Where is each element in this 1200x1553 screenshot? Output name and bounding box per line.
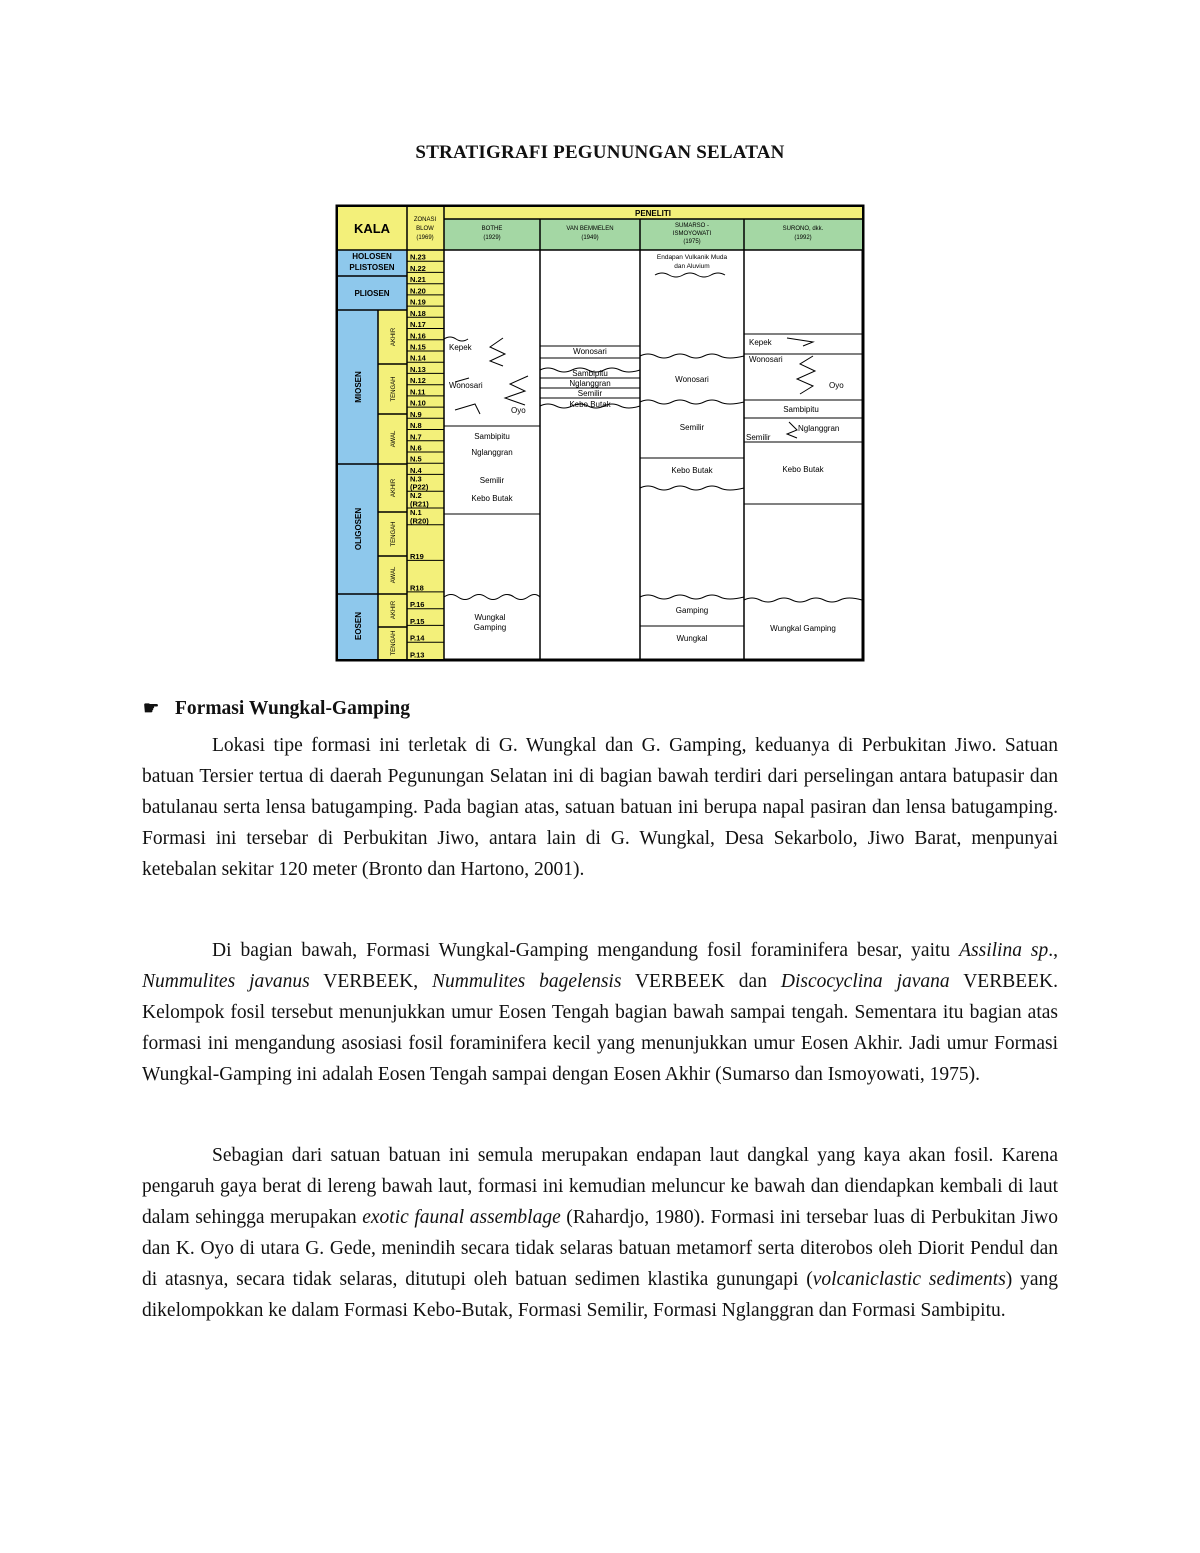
- section-heading: [143, 698, 410, 720]
- col3-label-2: ISMOYOWATI: [672, 231, 712, 237]
- zone-label: N.20: [410, 286, 426, 296]
- sumarso-wonosari: Wonosari: [675, 375, 709, 384]
- sumarso-aluvium: dan Aluvium: [674, 263, 710, 270]
- sumarso-endapan: Endapan Vulkanik Muda: [656, 254, 728, 261]
- p2-text-d: VERBEEK dan: [621, 971, 781, 992]
- zone-label: P.14: [410, 633, 425, 643]
- subepoch-miosen-awal: AWAL: [391, 430, 397, 448]
- zone-label: N.22: [410, 263, 426, 273]
- zone-label: (R20): [410, 516, 429, 526]
- col4-label-1: SURONO, dkk.: [782, 226, 824, 232]
- van-bemmelen-wonosari: Wonosari: [573, 347, 607, 356]
- zone-label: N.16: [410, 331, 426, 341]
- kala-label: KALA: [353, 221, 391, 236]
- zone-label: N.9: [410, 409, 422, 419]
- surono-wonosari: Wonosari: [749, 355, 783, 364]
- p2-italic-nummulites-javanus: Nummulites javanus: [142, 971, 310, 992]
- stratigraphy-chart: [335, 204, 865, 662]
- sumarso-gamping: Gamping: [675, 606, 709, 615]
- epoch-col-bg: [338, 310, 378, 659]
- zone-label: N.21: [410, 275, 426, 285]
- epoch-oligosen: OLIGOSEN: [354, 507, 363, 551]
- p3-text-a: Sebagian dari satuan batuan ini semula merupakan endapan laut dangkal yang kaya akan fosil. Karena pengaruh gaya berat di lereng bawah laut, formasi ini kemudian meluncur ke bawah dan diendapkan kembali di laut dalam sehingga merupakan: [142, 1145, 1058, 1228]
- zone-label: P.16: [410, 600, 425, 610]
- zone-label: N.12: [410, 376, 426, 386]
- bothe-wonosari: Wonosari: [449, 381, 483, 390]
- col3-label-1: SUMARSO -: [674, 223, 710, 229]
- zone-label: N.1: [410, 507, 422, 517]
- p2-italic-nummulites-bagelensis: Nummulites bagelensis: [432, 971, 622, 992]
- col2-label-1: VAN BEMMELEN: [566, 226, 614, 232]
- subepoch-oligosen-tengah: TENGAH: [391, 521, 397, 547]
- section-heading-text: Formasi Wungkal-Gamping: [175, 698, 410, 719]
- bothe-sambipitu: Sambipitu: [474, 432, 510, 441]
- epoch-plistosen: PLISTOSEN: [349, 263, 395, 272]
- surono-kebo-butak: Kebo Butak: [782, 465, 824, 474]
- zone-label: N.7: [410, 432, 422, 442]
- bothe-nglanggran: Nglanggran: [471, 448, 513, 457]
- zone-label: N.23: [410, 252, 426, 262]
- subepoch-eosen-tengah: TENGAH: [391, 630, 397, 656]
- epoch-holosen: HOLOSEN: [352, 252, 392, 261]
- p2-italic-discocyclina: Discocyclina javana: [780, 971, 950, 992]
- peneliti-label: PENELITI: [634, 209, 672, 218]
- zone-label: N.18: [410, 308, 426, 318]
- p2-text-e: VERBEEK. Kelompok fosil tersebut menunjukkan umur Eosen Tengah bagian bawah sampai tengah. Sementara itu bagian atas formasi ini mengandung asosiasi fosil foraminifera kecil yang menunjukkan umur Eosen Akhir. Jadi umur Formasi Wungkal-Gamping ini adalah Eosen Tengah sampai dengan Eosen Akhir (Sumarso dan Ismoyowati, 1975).: [142, 971, 1059, 1085]
- epoch-miosen: MIOSEN: [354, 371, 363, 403]
- surono-oyo: Oyo: [829, 381, 844, 390]
- surono-sambipitu: Sambipitu: [783, 405, 819, 414]
- subepoch-oligosen-akhir: AKHIR: [391, 478, 397, 498]
- bothe-gamping: Gamping: [473, 623, 507, 632]
- zone-label: N.4: [410, 465, 422, 475]
- p2-text-a: Di bagian bawah, Formasi Wungkal-Gamping mengandung fosil foraminifera besar, yaitu: [212, 940, 960, 961]
- bothe-kebo-butak: Kebo Butak: [471, 494, 513, 503]
- bothe-semilir: Semilir: [479, 476, 505, 485]
- zone-label: N.13: [410, 364, 426, 374]
- epoch-eosen: EOSEN: [354, 611, 363, 641]
- sumarso-wungkal: Wungkal: [676, 634, 708, 643]
- col2-label-2: (1949): [581, 235, 599, 241]
- zone-label: P.15: [410, 616, 425, 626]
- hand-pointer-icon: ☛: [143, 698, 160, 718]
- p3-italic-volcaniclastic: volcaniclastic sediments: [812, 1269, 1006, 1290]
- van-bemmelen-sambipitu: Sambipitu: [572, 369, 608, 378]
- sumarso-kebo-butak: Kebo Butak: [671, 466, 713, 475]
- p2-text-b: .,: [1048, 940, 1059, 961]
- col4-label-2: (1992): [794, 235, 812, 241]
- bothe-kepek: Kepek: [449, 343, 472, 352]
- subepoch-oligosen-awal: AWAL: [391, 566, 397, 584]
- zone-label: N.19: [410, 297, 426, 307]
- surono-semilir: Semilir: [746, 433, 771, 442]
- surono-nglanggran: Nglanggran: [798, 424, 840, 433]
- subepoch-eosen-akhir: AKHIR: [391, 600, 397, 620]
- van-bemmelen-nglanggran: Nglanggran: [569, 379, 611, 388]
- van-bemmelen-kebo-butak: Kebo Butak: [569, 400, 611, 409]
- surono-wungkal-gamping: Wungkal Gamping: [770, 624, 836, 633]
- zone-label: R18: [410, 583, 424, 593]
- zone-label: N.5: [410, 454, 422, 464]
- zone-label: (P22): [410, 482, 429, 492]
- col1-label-1: BOTHE: [481, 226, 503, 232]
- zone-label: N.2: [410, 491, 422, 501]
- p3-text-b: (Rahardjo, 1980). Formasi ini tersebar luas di Perbukitan Jiwo dan K. Oyo di utara G. Gede, menindih secara tidak selaras batuan metamorf serta diterobos oleh Diorit Pendul dan di atasnya, secara tidak selaras, ditutupi oleh batuan sedimen klastika gunungapi (: [142, 1207, 1059, 1290]
- bothe-wungkal: Wungkal: [474, 613, 506, 622]
- col1-label-2: (1929): [483, 235, 501, 241]
- p3-italic-exotic: exotic faunal assemblage: [362, 1207, 561, 1228]
- p2-text-c: VERBEEK,: [309, 971, 433, 992]
- van-bemmelen-semilir: Semilir: [577, 389, 603, 398]
- zone-label: N.3: [410, 474, 422, 484]
- zone-label: N.11: [410, 387, 426, 397]
- paragraph-2: [142, 935, 1058, 1090]
- zone-label: N.15: [410, 342, 426, 352]
- zone-label: N.14: [410, 353, 426, 363]
- zonasi-label-3: (1969): [416, 235, 434, 241]
- zone-label: P.13: [410, 650, 425, 660]
- sumarso-semilir: Semilir: [679, 423, 705, 432]
- subepoch-miosen-tengah: TENGAH: [391, 376, 397, 402]
- zone-label: N.10: [410, 398, 426, 408]
- zone-label: N.8: [410, 421, 422, 430]
- bothe-oyo: Oyo: [511, 406, 526, 415]
- subepoch-miosen-akhir: AKHIR: [391, 327, 397, 347]
- zone-label: N.17: [410, 320, 426, 329]
- zone-label: R19: [410, 551, 424, 561]
- col3-label-3: (1975): [683, 239, 701, 245]
- page-title: STRATIGRAFI PEGUNUNGAN SELATAN: [415, 142, 785, 163]
- zone-label: (R21): [410, 499, 429, 509]
- zone-label: N.6: [410, 443, 422, 453]
- paragraph-3: [142, 1140, 1058, 1326]
- stratigraphy-table-figure: [335, 204, 865, 662]
- paragraph-1-text: Lokasi tipe formasi ini terletak di G. Wungkal dan G. Gamping, keduanya di Perbukitan Jiwo. Satuan batuan Tersier tertua di daerah Pegunungan Selatan ini di bagian bawah terdiri dari perselingan antara batupasir dan batulanau serta lensa batugamping. Pada bagian atas, satuan batuan ini berupa napal pasiran dan lensa batugamping. Formasi ini tersebar di Perbukitan Jiwo, antara lain di G. Wungkal, Desa Sekarbolo, Jiwo Barat, menpunyai ketebalan sekitar 120 meter (Bronto dan Hartono, 2001).: [142, 735, 1058, 880]
- epoch-pliosen: PLIOSEN: [354, 289, 390, 298]
- p2-italic-assilina: Assilina sp: [959, 940, 1049, 961]
- p3-text-c: ) yang dikelompokkan ke dalam Formasi Kebo-Butak, Formasi Semilir, Formasi Nglanggran dan Formasi Sambipitu.: [142, 1269, 1059, 1321]
- zonasi-label-1: ZONASI: [413, 217, 437, 223]
- surono-kepek: Kepek: [749, 338, 772, 347]
- zonasi-label-2: BLOW: [416, 226, 434, 232]
- paragraph-1: [142, 730, 1058, 885]
